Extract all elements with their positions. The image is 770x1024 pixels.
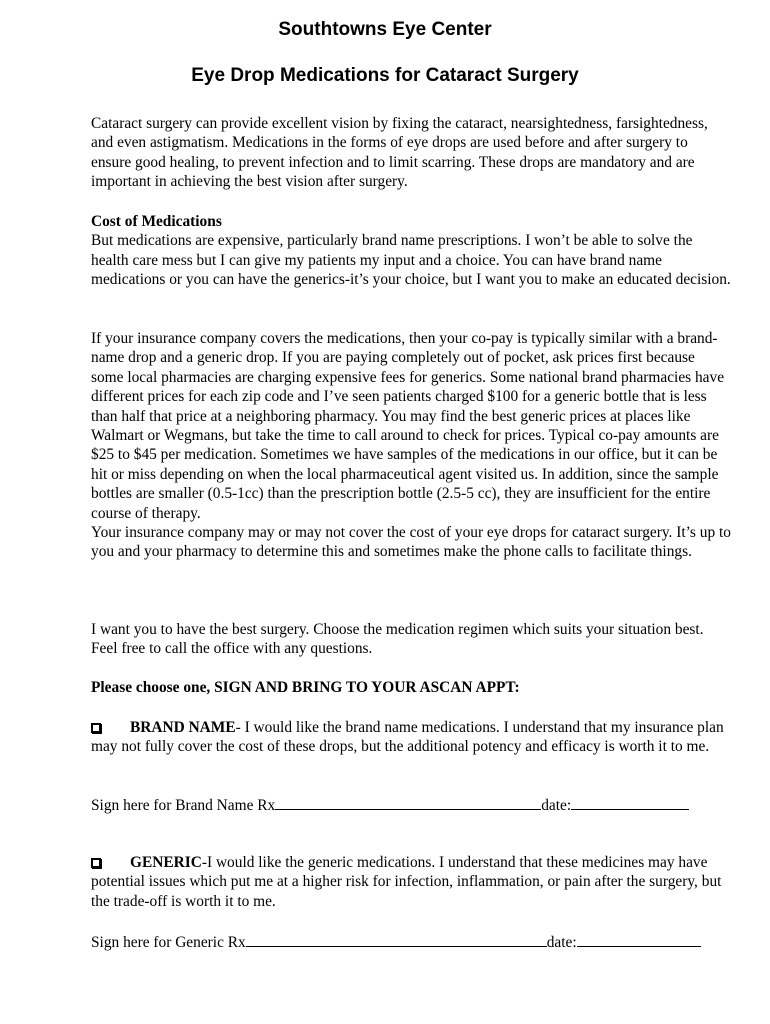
instruction-section <box>91 678 731 697</box>
brand-name-title: BRAND NAME <box>130 719 236 736</box>
closing-paragraph: I want you to have the best surgery. Choose the medication regimen which suits your situation best. Feel free to call the office with any questions. <box>91 621 704 658</box>
brand-name-text: - I would like the brand name medications. I understand that my insurance plan may not fully cover the cost of these drops, but the additional potency and efficacy is worth it to me. <box>91 719 724 756</box>
brand-date-field[interactable] <box>571 795 689 810</box>
generic-sign-label: Sign here for Generic Rx <box>91 934 246 951</box>
cost-heading: Cost of Medications <box>91 213 222 230</box>
cost-paragraph-3: Your insurance company may or may not cover the cost of your eye drops for cataract surgery. It’s up to you and your pharmacy to determine this and sometimes make the phone calls to facilitate things. <box>91 524 731 561</box>
cost-section <box>91 212 731 290</box>
generic-date-field[interactable] <box>577 932 701 947</box>
intro-section <box>91 114 731 192</box>
choose-instruction: Please choose one, SIGN AND BRING TO YOUR ASCAN APPT: <box>91 679 520 696</box>
generic-signature-row <box>91 932 731 952</box>
intro-paragraph: Cataract surgery can provide excellent vision by fixing the cataract, nearsightedness, farsightedness, and even astigmatism. Medications in the forms of eye drops are used before and after surgery to ensure good healing, to prevent infection and to limit scarring. These drops are mandatory and are important in achieving the best vision after surgery. <box>91 115 708 191</box>
closing-section <box>91 620 731 659</box>
cost-paragraph-1: But medications are expensive, particularly brand name prescriptions. I won’t be able to solve the health care mess but I can give my patients my input and a choice. You can have brand name medications or you can have the generics-it’s your choice, but I want you to make an educated decision. <box>91 232 731 289</box>
brand-date-label: date: <box>541 797 572 814</box>
document-title: Eye Drop Medications for Cataract Surgery <box>191 65 579 86</box>
brand-name-option <box>91 718 731 757</box>
generic-checkbox[interactable] <box>91 858 101 868</box>
generic-title: GENERIC <box>130 854 202 871</box>
generic-option <box>91 853 731 911</box>
pricing-section <box>91 329 731 562</box>
brand-signature-row <box>91 795 731 815</box>
org-name: Southtowns Eye Center <box>278 19 492 40</box>
generic-date-label: date: <box>546 934 577 951</box>
cost-paragraph-2: If your insurance company covers the medications, then your co-pay is typically similar with a brand-name drop and a generic drop. If you are paying completely out of pocket, ask prices first because some local pharmacies are charging expensive fees for generics. Some national brand pharmacies have different prices for each zip code and I’ve seen patients charged $100 for a generic bottle that is less than half that price at a neighboring pharmacy. You may find the best generic prices at places like Walmart or Wegmans, but take the time to call around to check for prices. Typical co-pay amounts are $25 to $45 per medication. Sometimes we have samples of the medications in our office, but it can be hit or miss depending on when the local pharmaceutical agent visited us. In addition, since the sample bottles are smaller (0.5-1cc) than the prescription bottle (2.5-5 cc), they are insufficient for the entire course of therapy. <box>91 330 725 522</box>
generic-text: -I would like the generic medications. I understand that these medicines may have potential issues which put me at a higher risk for infection, inflammation, or pain after the surgery, but the trade-off is worth it to me. <box>91 854 722 910</box>
brand-sign-label: Sign here for Brand Name Rx <box>91 797 276 814</box>
brand-signature-field[interactable] <box>275 795 541 810</box>
generic-signature-field[interactable] <box>246 932 547 947</box>
brand-name-checkbox[interactable] <box>91 723 101 733</box>
